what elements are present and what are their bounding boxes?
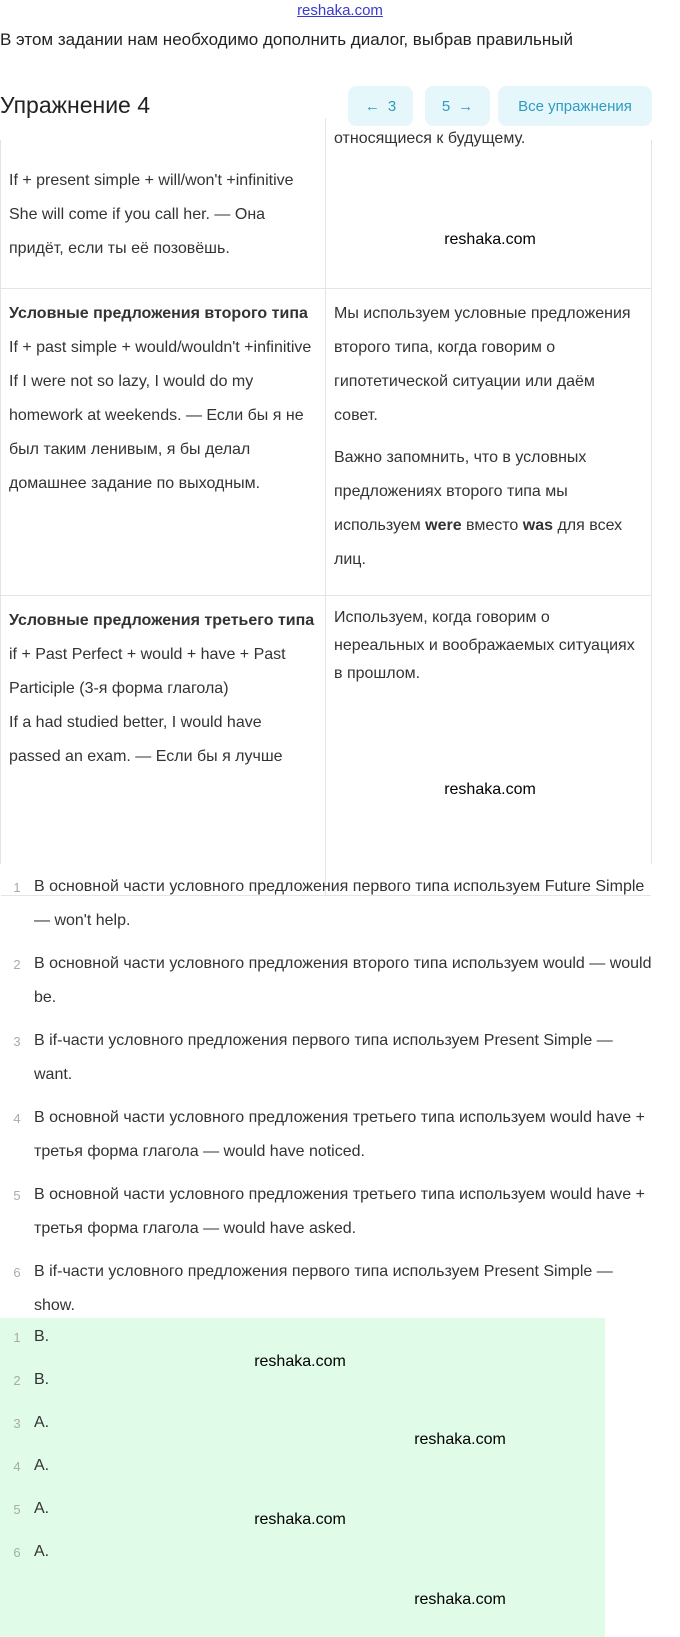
- item-number: 5: [13, 1188, 21, 1203]
- arrow-left-icon: ←: [364, 97, 380, 115]
- item-number: 2: [13, 1373, 21, 1388]
- list-item: [0, 1024, 680, 1101]
- row-heading: Условные предложения третьего типа: [9, 612, 315, 629]
- answer-text: B.: [34, 1371, 50, 1388]
- item-number: 6: [13, 1545, 21, 1560]
- answer-item: [0, 1535, 605, 1578]
- answers-list: [0, 1318, 605, 1637]
- note-text: вместо: [461, 517, 523, 534]
- intro-text: В этом задании нам необходимо дополнить диалог, выбрав правильный: [0, 30, 573, 49]
- answer-item: [0, 1363, 605, 1406]
- item-number: 1: [13, 1330, 21, 1345]
- example: She will come if you call her. — Она придёт, если ты её позовёшь.: [9, 206, 266, 257]
- item-number: 4: [13, 1111, 21, 1126]
- next-label: 5: [441, 97, 451, 115]
- item-text: В основной части условного предложения третьего типа используем would have + третья форма глагола — would have asked.: [34, 1186, 645, 1237]
- answer-text: A.: [34, 1500, 50, 1517]
- site-label[interactable]: reshaka.com: [297, 2, 383, 19]
- table-cell: [1, 118, 326, 288]
- note-text: Важно запомнить, что в условных предложениях второго типа мы используем: [334, 449, 587, 534]
- list-item: [0, 870, 680, 947]
- answer-item: [0, 1449, 605, 1492]
- table-cell: [326, 118, 651, 288]
- table-row: [1, 596, 651, 896]
- conditionals-table: [0, 130, 652, 864]
- item-number: 3: [13, 1034, 21, 1049]
- note-bold: was: [522, 517, 554, 534]
- table-cell: [1, 596, 326, 895]
- formula: If + past simple + would/wouldn't +infinitive: [9, 339, 312, 356]
- page-title: Упражнение 4: [0, 92, 151, 118]
- item-text: В основной части условного предложения третьего типа используем would have + третья форма глагола — would have noticed.: [34, 1109, 645, 1160]
- item-text: В if-части условного предложения первого типа используем Present Simple — want.: [34, 1032, 613, 1083]
- item-text: В основной части условного предложения первого типа используем Future Simple — won't help.: [34, 878, 645, 929]
- description-note: [334, 441, 643, 577]
- list-item: [0, 1101, 680, 1178]
- answer-item: [0, 1406, 605, 1449]
- item-number: 4: [13, 1459, 21, 1474]
- item-number: 2: [13, 957, 21, 972]
- list-item: [0, 947, 680, 1024]
- answer-text: B.: [34, 1328, 50, 1345]
- watermark-text: reshaka.com: [254, 1511, 346, 1528]
- explanations-list: [0, 870, 680, 1332]
- list-item: [0, 1178, 680, 1255]
- watermark-text: reshaka.com: [444, 781, 536, 798]
- table-row: [1, 118, 651, 289]
- item-text: В основной части условного предложения второго типа используем would — would be.: [34, 955, 652, 1006]
- item-number: 3: [13, 1416, 21, 1431]
- answer-text: A.: [34, 1457, 50, 1474]
- answer-item: [0, 1492, 605, 1535]
- description: Мы используем условные предложения второго типа, когда говорим о гипотетической ситуации или даём совет.: [334, 305, 631, 424]
- note-bold: were: [425, 517, 462, 534]
- answer-item: [0, 1320, 605, 1363]
- arrow-right-icon: →: [458, 97, 474, 115]
- description: Используем, когда говорим о нереальных и воображаемых ситуациях в прошлом.: [334, 609, 635, 682]
- watermark-text: reshaka.com: [254, 1353, 346, 1370]
- table-cell: [326, 596, 651, 895]
- item-text: В if-части условного предложения первого типа используем Present Simple — show.: [34, 1263, 613, 1314]
- item-number: 6: [13, 1265, 21, 1280]
- answer-text: A.: [34, 1414, 50, 1431]
- all-label: Все упражнения: [518, 97, 632, 115]
- row-heading: Условные предложения второго типа: [9, 305, 308, 322]
- table-cell: [326, 289, 651, 595]
- item-number: 5: [13, 1502, 21, 1517]
- table-row: [1, 289, 651, 596]
- watermark-text: reshaka.com: [444, 231, 536, 248]
- note-text: для всех лиц.: [334, 517, 623, 568]
- answer-text: A.: [34, 1543, 50, 1560]
- watermark-text: reshaka.com: [414, 1431, 506, 1448]
- table-cell: [1, 289, 326, 595]
- description: относящиеся к будущему.: [334, 130, 526, 147]
- formula: If + present simple + will/won't +infinitive: [9, 172, 294, 189]
- prev-label: 3: [387, 97, 397, 115]
- item-number: 1: [13, 880, 21, 895]
- example: If I were not so lazy, I would do my homework at weekends. — Если бы я не был таким ленивым, я бы делал домашнее задание по выходным.: [9, 373, 304, 492]
- example: If a had studied better, I would have passed an exam. — Если бы я лучше: [9, 714, 283, 765]
- watermark-text: reshaka.com: [414, 1591, 506, 1608]
- formula: if + Past Perfect + would + have + Past Participle (3-я форма глагола): [9, 646, 286, 697]
